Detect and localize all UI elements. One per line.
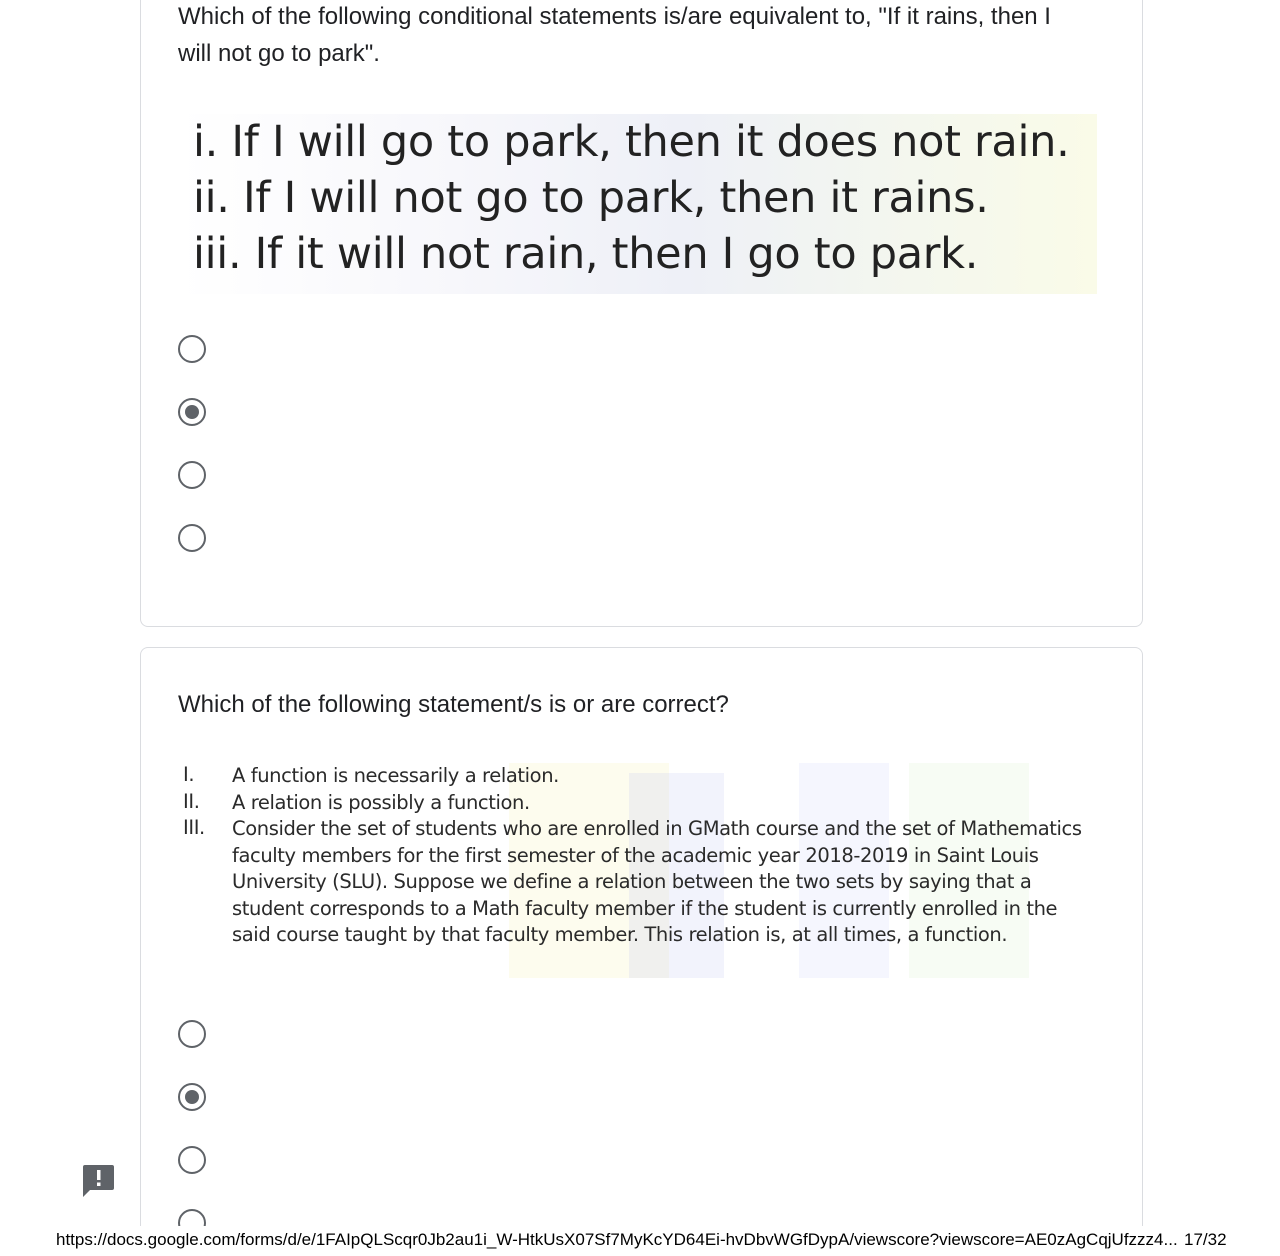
- question-2-option-2-radio[interactable]: [178, 1083, 206, 1111]
- statement-number: I.: [183, 763, 195, 786]
- statement-text: Consider the set of students who are enrolled in GMath course and the set of Mathematics faculty members for the first semester of the academic year 2018-2019 in Saint Louis University (SLU). Suppose we define a relation between the two sets by saying that a student corresponds to a Math faculty member if the student is currently enrolled in the said course taught by that faculty member. This relation is, at all times, a function.: [232, 817, 1082, 946]
- question-2-title: Which of the following statement/s is or are correct?: [178, 691, 729, 718]
- question-2-option-3-radio[interactable]: [178, 1146, 206, 1174]
- question-1-option-1-radio[interactable]: [178, 335, 206, 363]
- statement-number: II.: [183, 790, 200, 813]
- question-1-option-4-radio[interactable]: [178, 524, 206, 552]
- question-1-title: Which of the following conditional statements is/are equivalent to, "If it rains, then I will not go to park".: [178, 3, 1051, 67]
- question-1-statements-image: [179, 114, 1097, 294]
- footer-url: https://docs.google.com/forms/d/e/1FAIpQLScqr0Jb2au1i_W-HtkUsX07Sf7MyKcYD64Ei-hvDbvWGfDypA/viewscore?viewscore=AE0zAgCqjUfzzz4...: [56, 1230, 1184, 1250]
- feedback-icon: [82, 1164, 115, 1198]
- statement-text: A function is necessarily a relation.: [232, 764, 559, 787]
- question-1-statement-ii: ii. If I will not go to park, then it rains.: [193, 173, 989, 223]
- statement-number: III.: [183, 816, 205, 839]
- question-1-option-2-radio[interactable]: [178, 398, 206, 426]
- question-1-statement-i: i. If I will go to park, then it does not rain.: [193, 117, 1070, 167]
- question-2-option-1-radio[interactable]: [178, 1020, 206, 1048]
- question-1-option-3-radio[interactable]: [178, 461, 206, 489]
- feedback-button[interactable]: [82, 1164, 115, 1198]
- question-card-2: [140, 647, 1143, 1256]
- question-1-statement-iii: iii. If it will not rain, then I go to park.: [193, 229, 979, 279]
- statement-text: A relation is possibly a function.: [232, 791, 530, 814]
- question-card-1: [140, 0, 1143, 627]
- question-2-statements-image: [179, 763, 1089, 978]
- footer-page-number: 17/32: [1184, 1230, 1227, 1249]
